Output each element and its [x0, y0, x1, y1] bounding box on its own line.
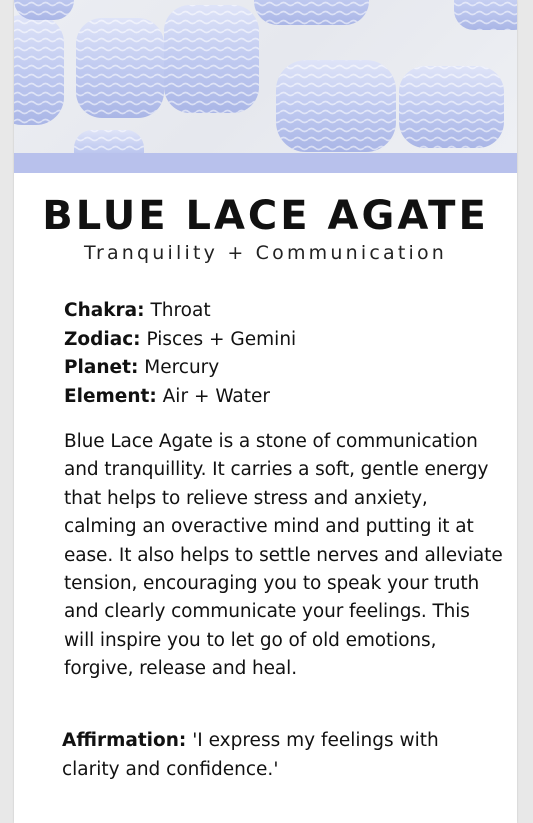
property-zodiac	[64, 326, 296, 355]
stones-photo	[14, 0, 517, 153]
affirmation	[62, 727, 502, 784]
property-value: Pisces + Gemini	[146, 328, 297, 350]
property-planet	[64, 354, 296, 383]
property-value: Mercury	[144, 357, 220, 378]
properties-list	[64, 297, 296, 411]
property-value: Throat	[150, 300, 211, 321]
subtitle: Tranquility + Communication	[83, 242, 448, 264]
crystal-card	[14, 0, 517, 823]
blue-lace-agate-stones-image	[14, 0, 517, 153]
property-key: Zodiac:	[64, 328, 141, 350]
page-title: BLUE LACE AGATE	[42, 193, 489, 239]
property-key: Chakra:	[64, 300, 145, 321]
property-value: Air + Water	[162, 385, 271, 407]
property-key: Planet:	[64, 357, 139, 378]
accent-band	[14, 153, 517, 173]
property-chakra	[64, 297, 296, 326]
description: Blue Lace Agate is a stone of communication and tranquillity. It carries a soft, gentle energy that helps to relieve stress and anxiety, calming an overactive mind and putting it at ease. It also helps to settle nerves and alleviate tension, encouraging you to speak your truth and clearly communicate your feelings. This will inspire you to let go of old emotions, forgive, release and heal.	[64, 431, 503, 680]
property-element	[64, 383, 296, 412]
affirmation-text: 'I express my feelings with clarity and confidence.'	[62, 730, 439, 780]
property-key: Element:	[64, 385, 157, 407]
affirmation-label: Affirmation:	[62, 730, 187, 751]
